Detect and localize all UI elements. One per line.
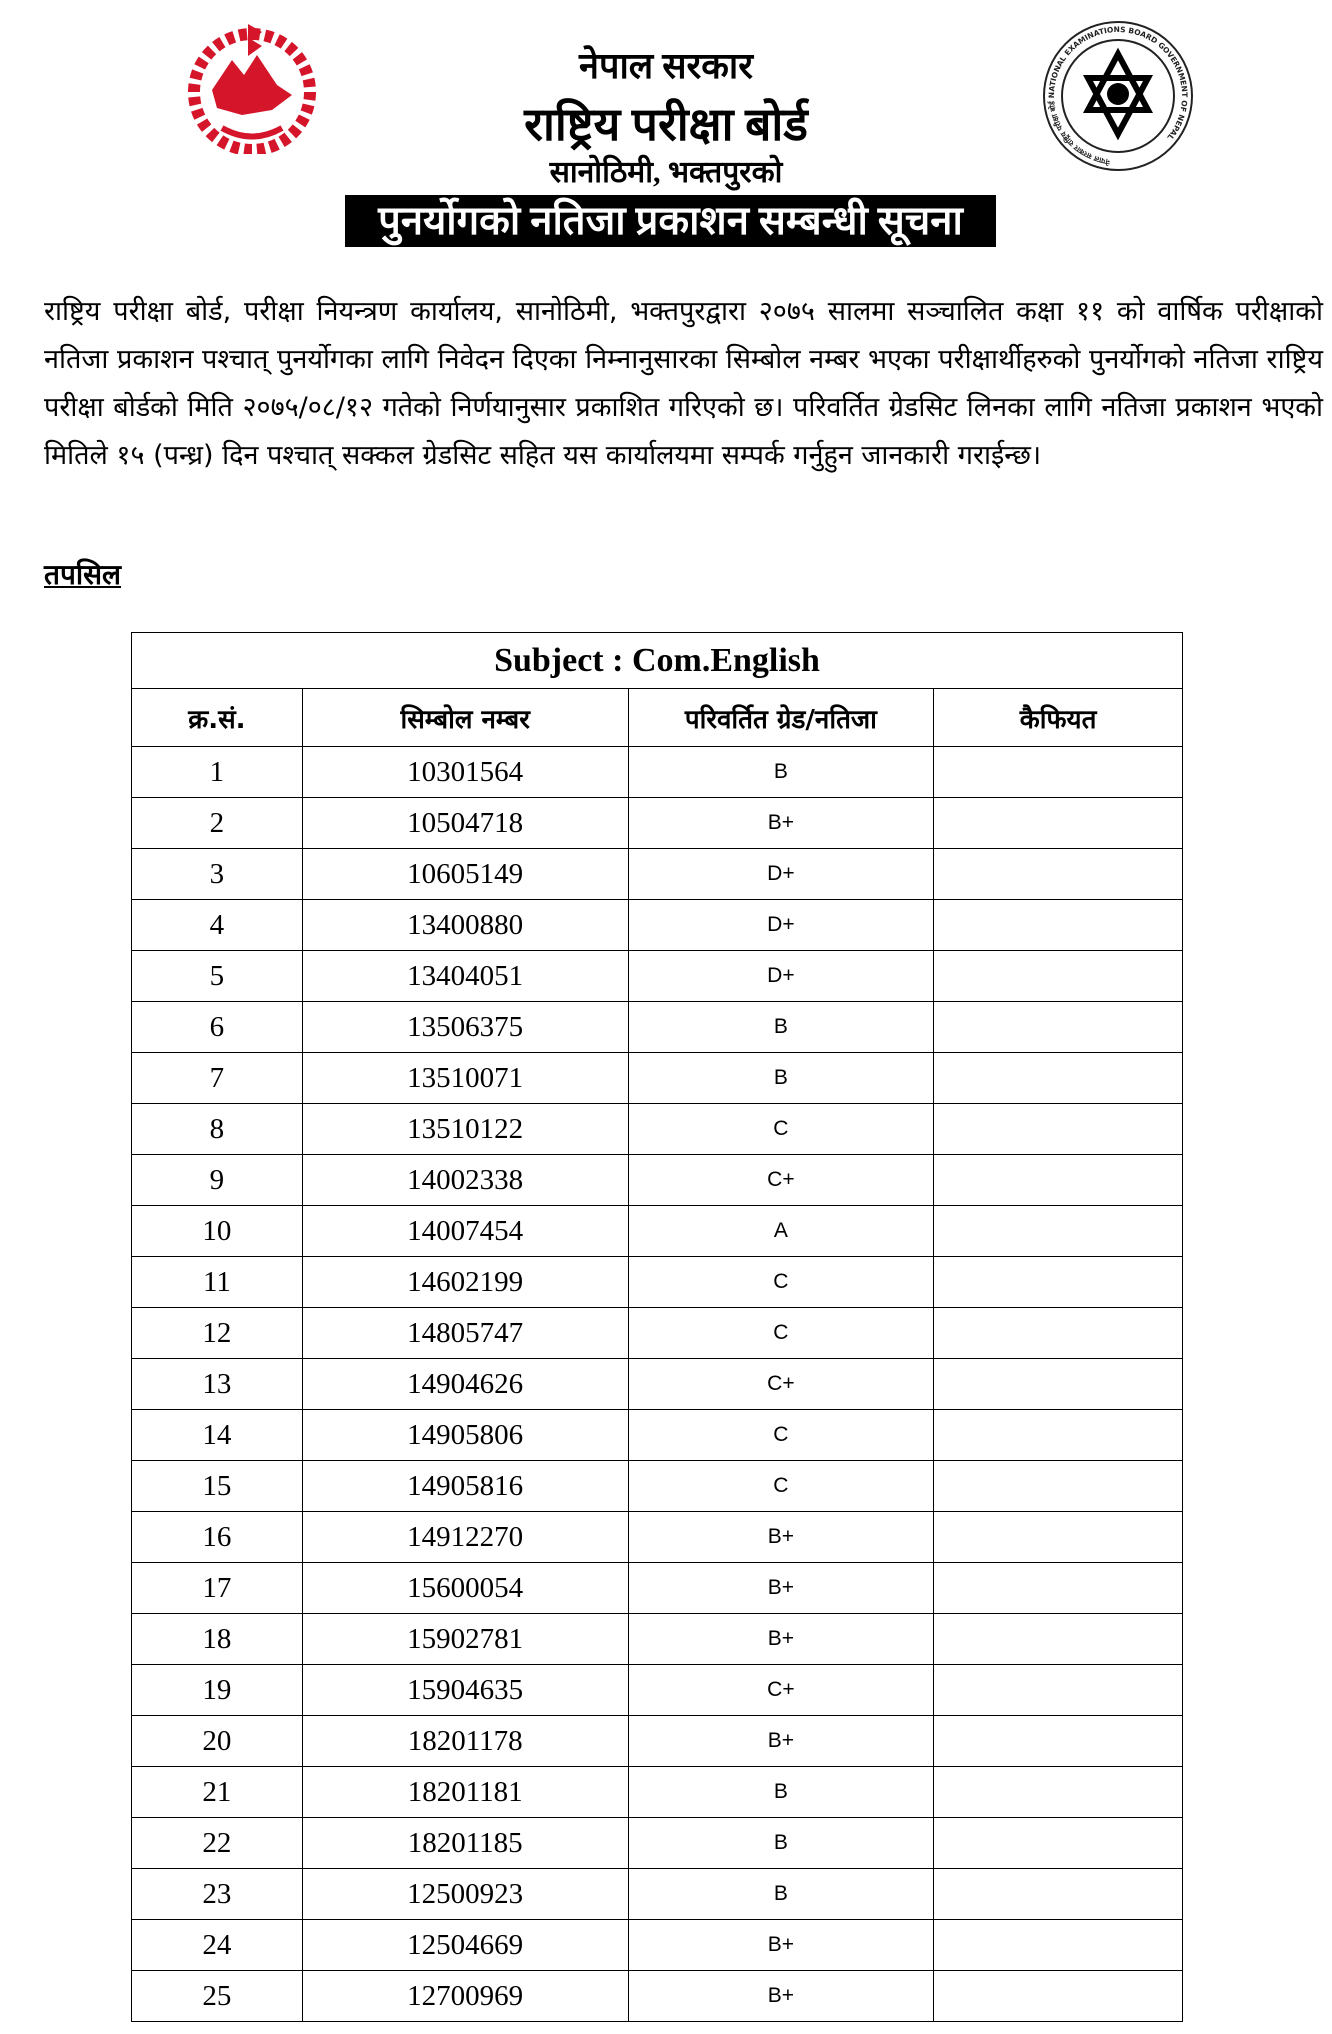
table-row: [132, 900, 1183, 951]
grade-cell: B+: [628, 798, 934, 849]
table-row: [132, 1359, 1183, 1410]
symbol-number-cell: 13506375: [302, 1002, 628, 1053]
table-row: [132, 1716, 1183, 1767]
symbol-number-cell: 15904635: [302, 1665, 628, 1716]
table-row: [132, 1155, 1183, 1206]
grade-cell: B+: [628, 1920, 934, 1971]
serial-cell: 6: [132, 1002, 303, 1053]
serial-cell: 21: [132, 1767, 303, 1818]
symbol-number-cell: 14002338: [302, 1155, 628, 1206]
logo-ring-textpath: नेपाल सरकार राष्ट्रिय परीक्षा बोर्ड NATIONAL EXAMINATIONS BOARD GOVERNMENT OF NEPAL: [1047, 24, 1190, 167]
board-location: सानोठिमी, भक्तपुरको: [549, 156, 783, 189]
remarks-cell: [934, 1614, 1183, 1665]
symbol-number-cell: 15600054: [302, 1563, 628, 1614]
remarks-cell: [934, 1818, 1183, 1869]
remarks-cell: [934, 1206, 1183, 1257]
results-table-body: [132, 747, 1183, 2022]
table-row: [132, 1665, 1183, 1716]
table-row: [132, 1257, 1183, 1308]
symbol-number-cell: 13510071: [302, 1053, 628, 1104]
serial-cell: 14: [132, 1410, 303, 1461]
symbol-number-cell: 14905816: [302, 1461, 628, 1512]
remarks-cell: [934, 747, 1183, 798]
header-serial: क्र.सं.: [132, 689, 303, 747]
serial-cell: 22: [132, 1818, 303, 1869]
serial-cell: 23: [132, 1869, 303, 1920]
symbol-number-cell: 18201181: [302, 1767, 628, 1818]
serial-cell: 8: [132, 1104, 303, 1155]
remarks-cell: [934, 1869, 1183, 1920]
symbol-number-cell: 14905806: [302, 1410, 628, 1461]
remarks-cell: [934, 1767, 1183, 1818]
remarks-cell: [934, 951, 1183, 1002]
table-row: [132, 1818, 1183, 1869]
symbol-number-cell: 18201185: [302, 1818, 628, 1869]
grade-cell: D+: [628, 900, 934, 951]
table-row: [132, 1920, 1183, 1971]
grade-cell: B+: [628, 1512, 934, 1563]
remarks-cell: [934, 1155, 1183, 1206]
remarks-cell: [934, 1257, 1183, 1308]
grade-cell: C: [628, 1104, 934, 1155]
symbol-number-cell: 12504669: [302, 1920, 628, 1971]
grade-cell: C: [628, 1308, 934, 1359]
symbol-number-cell: 13400880: [302, 900, 628, 951]
remarks-cell: [934, 798, 1183, 849]
notice-paragraph: राष्ट्रिय परीक्षा बोर्ड, परीक्षा नियन्त्रण कार्यालय, सानोठिमी, भक्तपुरद्वारा २०७५ सालमा सञ्चालित कक्षा ११ को वार्षिक परीक्षाको नतिजा प्रकाशन पश्चात् पुनर्योगका लागि निवेदन दिएका निम्नानुसारका सिम्बोल नम्बर भएका परीक्षार्थीहरुको पुनर्योगको नतिजा राष्ट्रिय परीक्षा बोर्डको मिति २०७५/०८/१२ गतेको निर्णयानुसार प्रकाशित गरिएको छ। परिवर्तित ग्रेडसिट लिनका लागि नतिजा प्रकाशन भएको मितिले १५ (पन्ध्र) दिन पश्चात् सक्कल ग्रेडसिट सहित यस कार्यालयमा सम्पर्क गर्नुहुन जानकारी गराईन्छ।: [44, 296, 1323, 471]
symbol-number-cell: 12700969: [302, 1971, 628, 2022]
symbol-number-cell: 13510122: [302, 1104, 628, 1155]
serial-cell: 16: [132, 1512, 303, 1563]
serial-cell: 15: [132, 1461, 303, 1512]
serial-cell: 11: [132, 1257, 303, 1308]
remarks-cell: [934, 849, 1183, 900]
remarks-cell: [934, 1104, 1183, 1155]
header-changed-grade: परिवर्तित ग्रेड/नतिजा: [628, 689, 934, 747]
symbol-number-cell: 15902781: [302, 1614, 628, 1665]
table-row: [132, 1002, 1183, 1053]
grade-cell: B: [628, 1053, 934, 1104]
serial-cell: 9: [132, 1155, 303, 1206]
remarks-cell: [934, 1716, 1183, 1767]
serial-cell: 18: [132, 1614, 303, 1665]
symbol-number-cell: 14602199: [302, 1257, 628, 1308]
table-row: [132, 1614, 1183, 1665]
serial-cell: 10: [132, 1206, 303, 1257]
grade-cell: C+: [628, 1665, 934, 1716]
grade-cell: C+: [628, 1155, 934, 1206]
serial-cell: 17: [132, 1563, 303, 1614]
header-symbol-number: सिम्बोल नम्बर: [302, 689, 628, 747]
grade-cell: B: [628, 1767, 934, 1818]
remarks-cell: [934, 1920, 1183, 1971]
symbol-number-cell: 12500923: [302, 1869, 628, 1920]
grade-cell: B+: [628, 1716, 934, 1767]
table-row: [132, 1410, 1183, 1461]
symbol-number-cell: 14904626: [302, 1359, 628, 1410]
serial-cell: 2: [132, 798, 303, 849]
serial-cell: 19: [132, 1665, 303, 1716]
remarks-cell: [934, 1053, 1183, 1104]
remarks-cell: [934, 1563, 1183, 1614]
table-row: [132, 1308, 1183, 1359]
table-row: [132, 1971, 1183, 2022]
table-row: [132, 798, 1183, 849]
grade-cell: C: [628, 1410, 934, 1461]
remarks-cell: [934, 1002, 1183, 1053]
remarks-cell: [934, 1308, 1183, 1359]
table-row: [132, 1512, 1183, 1563]
serial-cell: 1: [132, 747, 303, 798]
remarks-cell: [934, 1512, 1183, 1563]
remarks-cell: [934, 1461, 1183, 1512]
symbol-number-cell: 13404051: [302, 951, 628, 1002]
table-row: [132, 951, 1183, 1002]
serial-cell: 5: [132, 951, 303, 1002]
remarks-cell: [934, 1359, 1183, 1410]
table-row: [132, 1461, 1183, 1512]
serial-cell: 7: [132, 1053, 303, 1104]
remarks-cell: [934, 1971, 1183, 2022]
serial-cell: 3: [132, 849, 303, 900]
board-title: राष्ट्रिय परीक्षा बोर्ड: [524, 99, 808, 150]
results-table: [131, 632, 1183, 2022]
remarks-cell: [934, 1665, 1183, 1716]
grade-cell: D+: [628, 849, 934, 900]
grade-cell: B: [628, 1818, 934, 1869]
serial-cell: 13: [132, 1359, 303, 1410]
symbol-number-cell: 14007454: [302, 1206, 628, 1257]
serial-cell: 12: [132, 1308, 303, 1359]
symbol-number-cell: 10504718: [302, 798, 628, 849]
header-remarks: कैफियत: [934, 689, 1183, 747]
serial-cell: 24: [132, 1920, 303, 1971]
table-row: [132, 747, 1183, 798]
grade-cell: B+: [628, 1971, 934, 2022]
table-row: [132, 1104, 1183, 1155]
table-row: [132, 1869, 1183, 1920]
grade-cell: B: [628, 747, 934, 798]
symbol-number-cell: 18201178: [302, 1716, 628, 1767]
government-title: नेपाल सरकार: [579, 46, 753, 86]
serial-cell: 4: [132, 900, 303, 951]
subject-title: Subject : Com.English: [132, 633, 1183, 689]
notice-title-banner: पुनर्योगको नतिजा प्रकाशन सम्बन्धी सूचना: [345, 195, 996, 247]
grade-cell: B: [628, 1002, 934, 1053]
grade-cell: B+: [628, 1614, 934, 1665]
table-row: [132, 1053, 1183, 1104]
symbol-number-cell: 10605149: [302, 849, 628, 900]
remarks-cell: [934, 1410, 1183, 1461]
table-row: [132, 1206, 1183, 1257]
serial-cell: 20: [132, 1716, 303, 1767]
symbol-number-cell: 14805747: [302, 1308, 628, 1359]
details-heading: तपसिल: [44, 558, 122, 591]
grade-cell: A: [628, 1206, 934, 1257]
table-row: [132, 849, 1183, 900]
table-row: [132, 1767, 1183, 1818]
grade-cell: C: [628, 1257, 934, 1308]
remarks-cell: [934, 900, 1183, 951]
grade-cell: B: [628, 1869, 934, 1920]
symbol-number-cell: 10301564: [302, 747, 628, 798]
symbol-number-cell: 14912270: [302, 1512, 628, 1563]
serial-cell: 25: [132, 1971, 303, 2022]
grade-cell: C: [628, 1461, 934, 1512]
grade-cell: D+: [628, 951, 934, 1002]
grade-cell: C+: [628, 1359, 934, 1410]
table-row: [132, 1563, 1183, 1614]
grade-cell: B+: [628, 1563, 934, 1614]
